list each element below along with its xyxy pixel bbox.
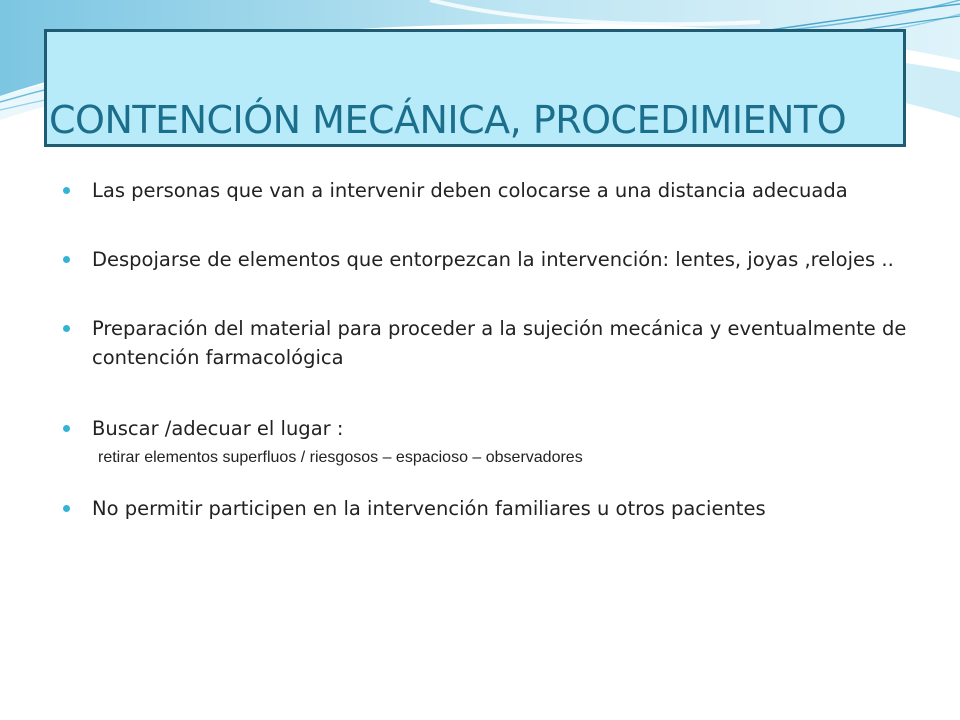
bullet-subtext: retirar elementos superfluos / riesgosos – espacioso – observadores (98, 449, 583, 466)
bullet-icon (63, 505, 70, 512)
bullet-item (60, 176, 920, 205)
bullet-icon (63, 256, 70, 263)
slide-title: CONTENCIÓN MECÁNICA, PROCEDIMIENTO (49, 98, 847, 142)
bullet-text: Buscar /adecuar el lugar : (92, 417, 344, 440)
bullet-icon (63, 187, 70, 194)
bullet-text: Las personas que van a intervenir deben colocarse a una distancia adecuada (92, 179, 848, 202)
bullet-item (60, 494, 920, 523)
bullet-text: Preparación del material para proceder a la sujeción mecánica y eventualmente de contención farmacológica (92, 317, 907, 369)
bullet-list (60, 176, 920, 523)
title-box (44, 29, 906, 147)
bullet-item (60, 314, 920, 372)
bullet-text: No permitir participen en la intervención familiares u otros pacientes (92, 497, 766, 520)
bullet-icon (63, 325, 70, 332)
bullet-icon (63, 425, 70, 432)
bullet-item (60, 245, 920, 274)
bullet-item (60, 414, 920, 468)
bullet-text: Despojarse de elementos que entorpezcan la intervención: lentes, joyas ,relojes .. (92, 248, 894, 271)
